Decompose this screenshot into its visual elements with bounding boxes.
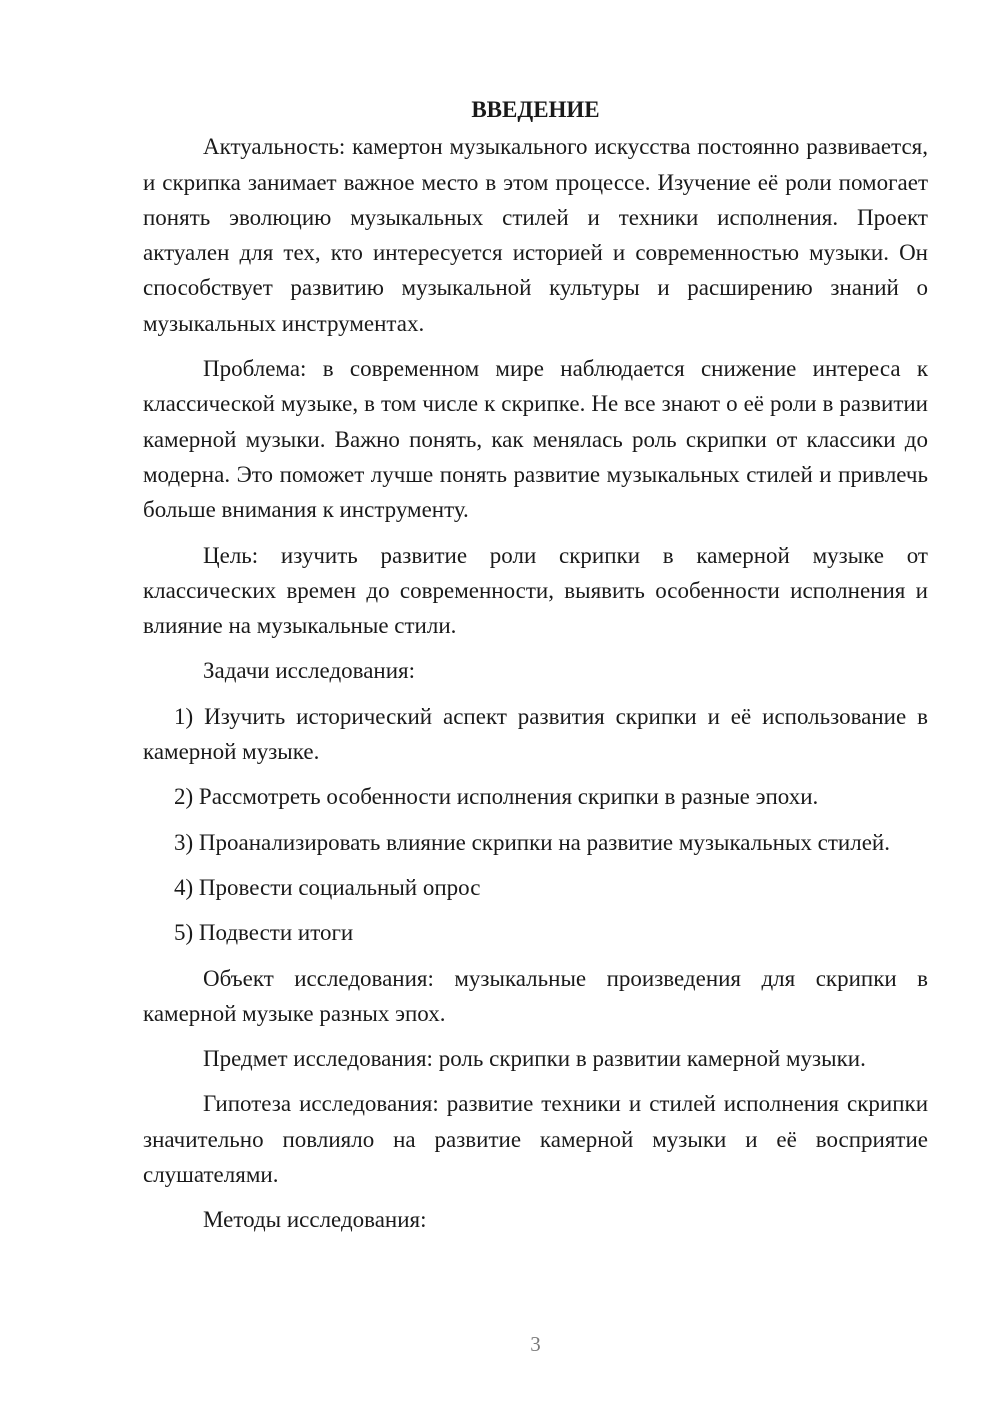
tasks-heading: Задачи исследования: — [203, 658, 416, 684]
document-page — [143, 92, 928, 1248]
paragraph-goal: Цель: изучить развитие роли скрипки в камерной музыке от классических времен до современности, выявить особенности исполнения и влияние на музыкальные стили. — [143, 542, 928, 639]
task-item-4: 4) Провести социальный опрос — [174, 874, 481, 900]
task-item-2: 2) Рассмотреть особенности исполнения скрипки в разные эпохи. — [174, 784, 819, 810]
paragraph-object: Объект исследования: музыкальные произведения для скрипки в камерной музыке разных эпох. — [143, 965, 928, 1026]
paragraph-subject: Предмет исследования: роль скрипки в развитии камерной музыки. — [203, 1046, 866, 1072]
section-title: ВВЕДЕНИЕ — [471, 97, 600, 122]
paragraph-relevance: Актуальность: камертон музыкального искусства постоянно развивается, и скрипка занимает важное место в этом процессе. Изучение её роли помогает понять эволюцию музыкальных стилей и техники исполнения. Проект актуален для тех, кто интересуется историей и современностью музыки. Он способствует развитию музыкальной культуры и расширению знаний о музыкальных инструментах. — [143, 134, 928, 336]
task-item-1: 1) Изучить исторический аспект развития скрипки и её использование в камерной музыке. — [143, 703, 928, 765]
task-item-3: 3) Проанализировать влияние скрипки на развитие музыкальных стилей. — [174, 829, 890, 855]
paragraph-hypothesis: Гипотеза исследования: развитие техники и стилей исполнения скрипки значительно повлияло на развитие камерной музыки и её восприятие слушателями. — [143, 1091, 928, 1188]
methods-heading: Методы исследования: — [203, 1207, 427, 1233]
paragraph-problem: Проблема: в современном мире наблюдается снижение интереса к классической музыке, в том числе к скрипке. Не все знают о её роли в развитии камерной музыки. Важно понять, как менялась роль скрипки от классики до модерна. Это поможет лучше понять развитие музыкальных стилей и привлечь больше внимания к инструменту. — [143, 356, 928, 523]
page-number: 3 — [530, 1332, 541, 1356]
task-item-5: 5) Подвести итоги — [174, 920, 354, 946]
